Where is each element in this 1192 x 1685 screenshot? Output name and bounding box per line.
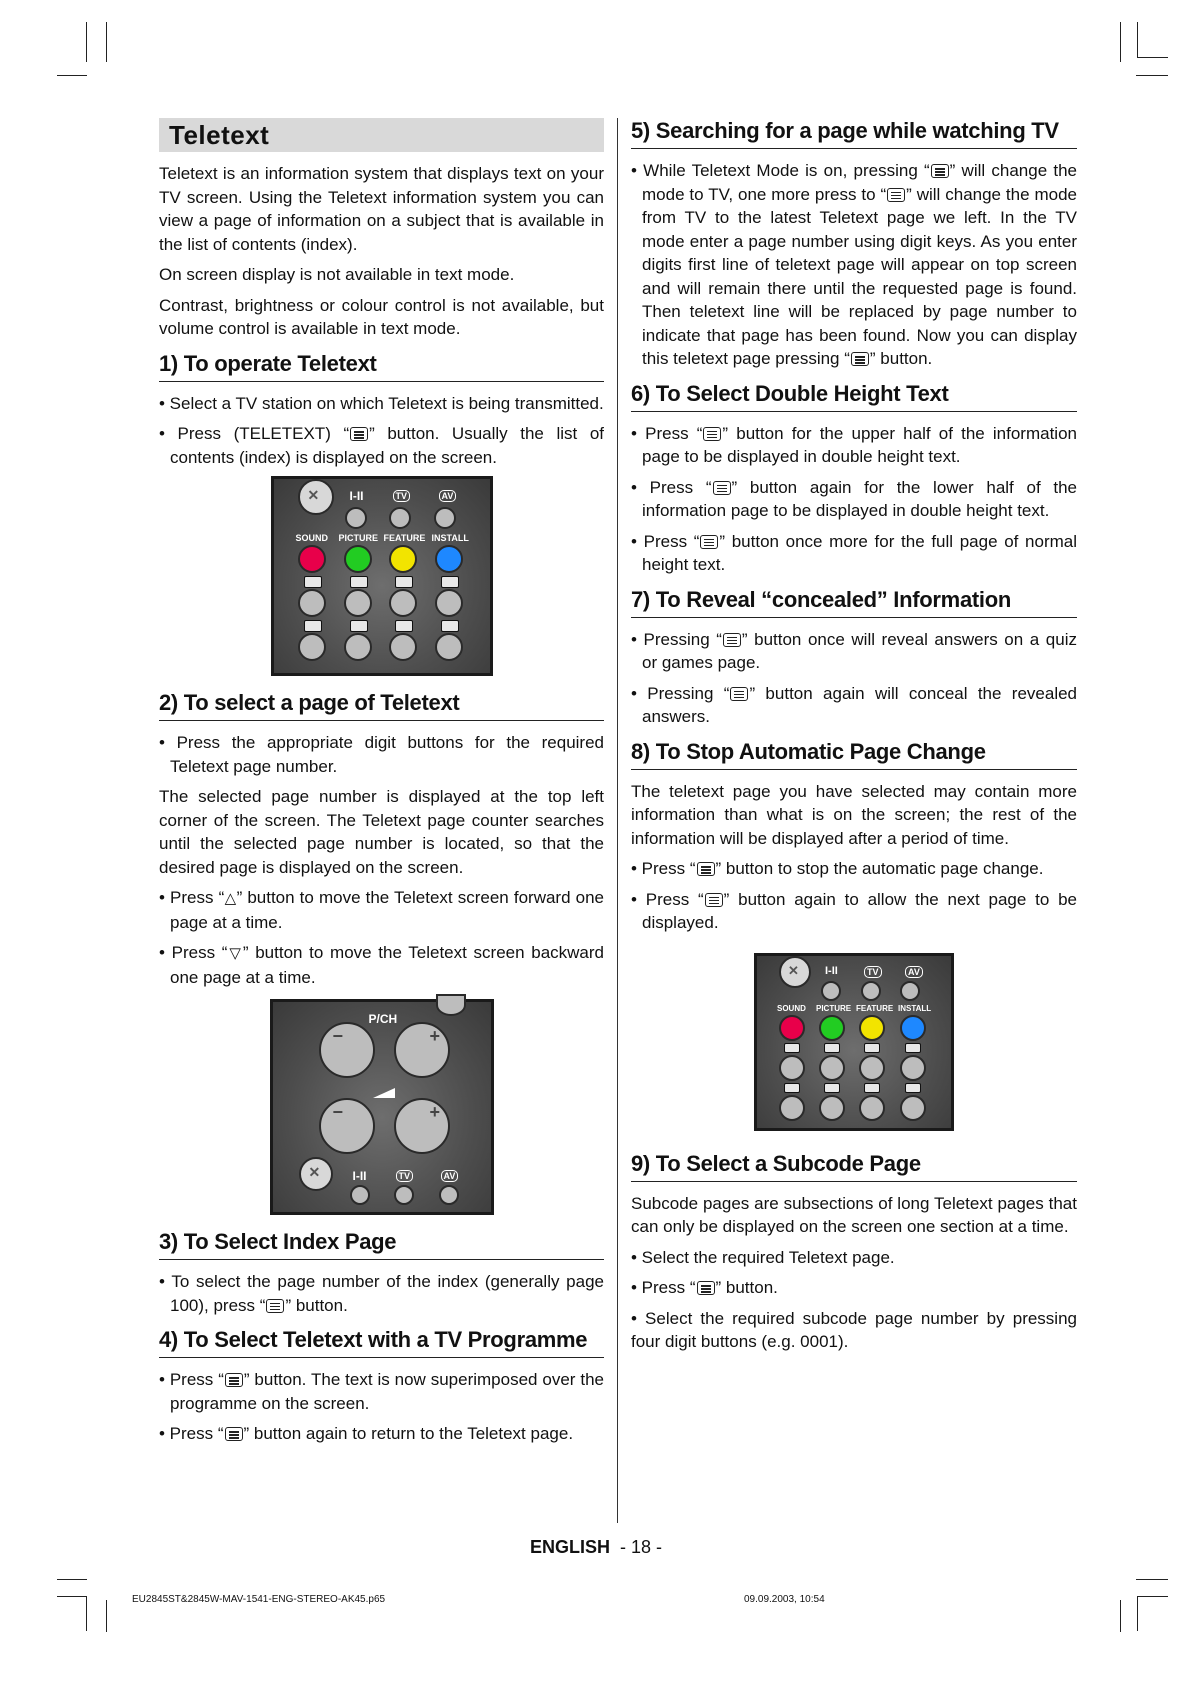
remote-button xyxy=(439,1185,459,1205)
remote-button xyxy=(344,589,372,617)
crop-mark xyxy=(106,1600,107,1632)
index-icon xyxy=(824,1083,840,1093)
remote-button xyxy=(861,981,881,1001)
remote-button xyxy=(389,589,417,617)
double-height-icon xyxy=(350,576,368,588)
column-divider xyxy=(617,118,618,1523)
crop-mark xyxy=(57,1579,87,1580)
paragraph: The teletext page you have selected may contain more information than what is on the screen; the rest of the information will be displayed after a period of time. xyxy=(631,781,1077,848)
crop-mark xyxy=(1137,1596,1168,1597)
bullet-item: • Press “ ” button again to return to the Teletext page. xyxy=(159,1424,574,1443)
remote-button xyxy=(821,981,841,1001)
mode-label: I-II xyxy=(825,964,838,977)
page-number: - 18 - xyxy=(620,1537,663,1557)
right-column xyxy=(631,118,1077,1361)
channel-up-button-illustration xyxy=(394,1022,450,1078)
bullet-item: • Press “ ” button again for the lower half of the information page to be displayed in double height text. xyxy=(631,477,1078,520)
page-footer xyxy=(0,1537,1192,1558)
footer-language: ENGLISH xyxy=(529,1537,610,1557)
double-height-icon xyxy=(713,481,731,495)
mute-icon: ✕ xyxy=(307,487,320,503)
remote-button xyxy=(819,1055,845,1081)
blue-button-illustration xyxy=(435,545,463,573)
index-icon xyxy=(350,620,368,632)
volume-icon xyxy=(373,1088,395,1098)
intro-paragraph: On screen display is not available in text mode. xyxy=(159,265,515,284)
picture-label: PICTURE xyxy=(338,533,379,543)
sound-label: SOUND xyxy=(777,1003,806,1013)
crop-mark xyxy=(57,1596,87,1597)
crop-mark xyxy=(1120,1600,1121,1632)
feature-label: FEATURE xyxy=(383,533,426,543)
pch-label: P/CH xyxy=(368,1012,398,1026)
bullet-item: • Press “△” button to move the Teletext screen forward one page at a time. xyxy=(159,888,604,932)
remote-button xyxy=(344,633,372,661)
mix-icon xyxy=(225,1373,243,1387)
tv-label: TV xyxy=(864,966,882,978)
paragraph: Subcode pages are subsections of long Teletext pages that can only be displayed on the screen one section at a time. xyxy=(631,1193,1077,1236)
paragraph: The selected page number is displayed at the top left corner of the screen. The Teletext page counter searches until the selected page number is located, so that the desired page is displayed on the screen. xyxy=(159,787,604,877)
bullet-item: • Press “▽” button to move the Teletext screen backward one page at a time. xyxy=(159,943,605,987)
reveal-icon xyxy=(730,687,748,701)
bullet-item: • Press “ ” button. The text is now superimposed over the programme on the screen. xyxy=(159,1370,604,1413)
section-heading: 7) To Reveal “concealed” Information xyxy=(631,587,1077,618)
av-label: AV xyxy=(905,966,923,978)
yellow-button-illustration xyxy=(859,1015,885,1041)
remote-button xyxy=(779,1095,805,1121)
crop-mark xyxy=(1137,1596,1138,1631)
teletext-icon xyxy=(350,427,368,441)
remote-button xyxy=(900,981,920,1001)
mute-icon: ✕ xyxy=(308,1164,321,1180)
index-icon xyxy=(266,1299,284,1313)
remote-button xyxy=(900,1055,926,1081)
section-heading: 9) To Select a Subcode Page xyxy=(631,1151,1077,1182)
exit-icon xyxy=(441,576,459,588)
channel-down-button-illustration xyxy=(319,1022,375,1078)
remote-button xyxy=(389,633,417,661)
reveal-icon xyxy=(395,620,413,632)
av-label: AV xyxy=(439,490,457,502)
hold-icon xyxy=(705,893,723,907)
crop-mark xyxy=(1137,22,1138,57)
remote-button xyxy=(435,589,463,617)
bullet-item: • Press (TELETEXT) “ ” button. Usually the list of contents (index) is displayed on the screen. xyxy=(159,424,604,467)
install-label: INSTALL xyxy=(898,1003,932,1013)
crop-mark xyxy=(1120,22,1121,62)
remote-button xyxy=(298,633,326,661)
section-heading: 8) To Stop Automatic Page Change xyxy=(631,739,1077,770)
bullet-item: • Press “ ” button again to allow the next page to be displayed. xyxy=(631,889,1077,932)
crop-mark xyxy=(86,1596,87,1631)
bullet-item: • Press “ ” button. xyxy=(631,1278,778,1297)
bullet-item: • Press “ ” button to stop the automatic page change. xyxy=(631,859,1044,878)
crop-mark xyxy=(57,75,87,76)
exit-icon xyxy=(887,188,905,202)
teletext-icon xyxy=(784,1043,800,1053)
plus-icon: + xyxy=(429,1026,441,1046)
bullet-item: • Select a TV station on which Teletext is being transmitted. xyxy=(159,393,604,413)
install-label: INSTALL xyxy=(431,533,469,543)
timestamp: 09.09.2003, 10:54 xyxy=(744,1594,825,1605)
red-button-illustration xyxy=(298,545,326,573)
tv-label: TV xyxy=(393,490,411,502)
teletext-icon xyxy=(304,576,322,588)
remote-button xyxy=(389,507,411,529)
remote-control-illustration xyxy=(271,476,493,676)
intro-paragraph: Contrast, brightness or colour control is not available, but volume control is available in text mode. xyxy=(159,295,604,338)
section-heading: 6) To Select Double Height Text xyxy=(631,381,1077,412)
file-name: EU2845ST&2845W-MAV-1541-ENG-STEREO-AK45.p65 xyxy=(132,1594,386,1605)
red-button-illustration xyxy=(779,1015,805,1041)
section-heading: 3) To Select Index Page xyxy=(159,1229,604,1260)
remote-button xyxy=(436,994,466,1016)
hold-icon xyxy=(864,1043,880,1053)
remote-button xyxy=(859,1055,885,1081)
subcode-icon xyxy=(697,1281,715,1295)
double-height-icon xyxy=(700,535,718,549)
exit-icon xyxy=(905,1043,921,1053)
bullet-item: • Select the required subcode page number by pressing four digit buttons (e.g. 0001). xyxy=(631,1308,1077,1351)
remote-button xyxy=(435,633,463,661)
bullet-item: • While Teletext Mode is on, pressing “ ” will change the mode to TV, one more press to “ ” will change the mode from TV to the latest Teletext page we left. In the TV mode enter a page number using digit keys. As you enter digits first line of teletext page will appear on top screen and will remain there until the requested page is found. Then teletext line will be replaced by page number to indicate that page has been found. Now you can display this teletext page pressing “ ” button. xyxy=(631,161,1077,368)
blue-button-illustration xyxy=(900,1015,926,1041)
green-button-illustration xyxy=(819,1015,845,1041)
bullet-item: • Press the appropriate digit buttons for the required Teletext page number. xyxy=(159,733,604,776)
crop-mark xyxy=(1136,1579,1168,1580)
mute-icon: ✕ xyxy=(788,962,799,978)
crop-mark xyxy=(86,22,87,62)
exit-icon xyxy=(851,352,869,366)
up-triangle-icon: △ xyxy=(224,890,237,907)
bullet-item: • Select the required Teletext page. xyxy=(631,1247,895,1267)
crop-mark xyxy=(1136,75,1168,76)
bullet-item: • Press “ ” button once more for the full page of normal height text. xyxy=(631,531,1077,574)
remote-button xyxy=(819,1095,845,1121)
minus-icon: − xyxy=(332,1026,344,1046)
tv-label: TV xyxy=(396,1170,414,1182)
subcode-icon xyxy=(905,1083,921,1093)
remote-button xyxy=(779,1055,805,1081)
reveal-icon xyxy=(864,1083,880,1093)
section-heading: 5) Searching for a page while watching TV xyxy=(631,118,1077,149)
crop-mark xyxy=(1137,57,1168,58)
reveal-icon xyxy=(723,633,741,647)
left-column xyxy=(159,118,604,1453)
subcode-icon xyxy=(441,620,459,632)
remote-button xyxy=(350,1185,370,1205)
section-heading: 1) To operate Teletext xyxy=(159,351,604,382)
section-heading: 4) To Select Teletext with a TV Programme xyxy=(159,1327,604,1358)
mix-icon xyxy=(784,1083,800,1093)
bullet-item: • To select the page number of the index (generally page 100), press “ ” button. xyxy=(159,1272,604,1315)
volume-down-button-illustration xyxy=(319,1098,375,1154)
hold-icon xyxy=(395,576,413,588)
remote-button xyxy=(859,1095,885,1121)
remote-button xyxy=(298,589,326,617)
crop-mark xyxy=(106,22,107,62)
down-triangle-icon: ▽ xyxy=(227,945,243,962)
double-height-icon xyxy=(824,1043,840,1053)
hold-icon xyxy=(697,862,715,876)
remote-button xyxy=(434,507,456,529)
double-height-icon xyxy=(703,427,721,441)
plus-icon: + xyxy=(429,1102,441,1122)
intro-paragraph: Teletext is an information system that displays text on your TV screen. Using the Teletext information system you can view a page of information on a subject that is available in the list of contents (index). xyxy=(159,164,604,254)
remote-button xyxy=(394,1185,414,1205)
yellow-button-illustration xyxy=(389,545,417,573)
remote-control-illustration xyxy=(754,953,954,1131)
bullet-item: • Pressing “ ” button once will reveal answers on a quiz or games page. xyxy=(631,629,1077,672)
picture-label: PICTURE xyxy=(816,1003,852,1013)
remote-button xyxy=(345,507,367,529)
bullet-item: • Pressing “ ” button again will conceal the revealed answers. xyxy=(631,683,1078,726)
exit-icon xyxy=(931,164,949,178)
minus-icon: − xyxy=(332,1102,344,1122)
bullet-item: • Press “ ” button for the upper half of the information page to be displayed in double height text. xyxy=(631,423,1077,466)
mix-icon xyxy=(225,1427,243,1441)
av-label: AV xyxy=(441,1170,459,1182)
page-title: Teletext xyxy=(159,118,604,152)
section-heading: 2) To select a page of Teletext xyxy=(159,690,604,721)
remote-control-illustration xyxy=(270,999,494,1215)
volume-up-button-illustration xyxy=(394,1098,450,1154)
mix-icon xyxy=(304,620,322,632)
green-button-illustration xyxy=(344,545,372,573)
feature-label: FEATURE xyxy=(856,1003,894,1013)
mode-label: I-II xyxy=(352,1169,367,1183)
mode-label: I-II xyxy=(349,489,364,503)
remote-button xyxy=(900,1095,926,1121)
sound-label: SOUND xyxy=(295,533,329,543)
